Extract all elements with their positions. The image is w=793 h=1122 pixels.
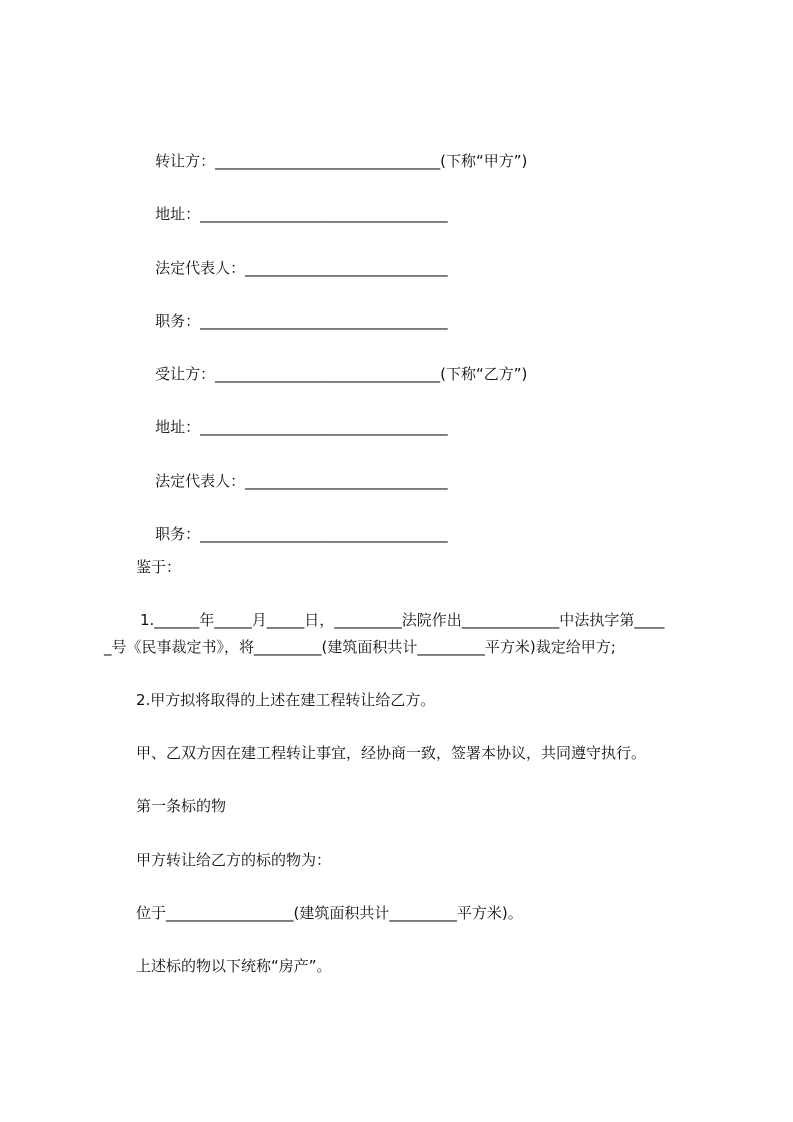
transferee-title-blank: _________________________________ bbox=[200, 525, 448, 543]
agreement-text: 甲、乙双方因在建工程转让事宜，经协商一致，签署本协议，共同遵守执行。 bbox=[136, 744, 647, 762]
transferor-title-label: 职务： bbox=[155, 312, 201, 330]
transferee-rep-line bbox=[136, 451, 448, 511]
article1-intro: 甲方转让给乙方的标的物为： bbox=[136, 851, 332, 869]
transferee-label: 受让方： bbox=[155, 365, 216, 383]
item1-line1: 1.______年_____月_____日，_________法院作出_____________中法执字第____ bbox=[140, 611, 665, 629]
transferee-title-label: 职务： bbox=[155, 525, 201, 543]
article1-note: 上述标的物以下统称“房产”。 bbox=[136, 957, 332, 975]
transferee-suffix: (下称“乙方”) bbox=[440, 365, 528, 383]
whereas-heading: 鉴于： bbox=[136, 558, 182, 576]
item2: 2.甲方拟将取得的上述在建工程转让给乙方。 bbox=[136, 691, 436, 709]
article1-title: 第一条标的物 bbox=[136, 797, 227, 815]
transferor-rep-line bbox=[136, 238, 448, 298]
transferor-label: 转让方： bbox=[155, 152, 216, 170]
transferor-address-blank: _________________________________ bbox=[200, 205, 448, 223]
transferor-address-label: 地址： bbox=[155, 205, 201, 223]
item1-line2: _号《民事裁定书》，将_________(建筑面积共计_________平方米)裁定给甲方; bbox=[104, 638, 616, 656]
transferee-blank: ______________________________ bbox=[215, 365, 441, 383]
transferor-line bbox=[136, 131, 527, 191]
transferee-address-blank: _________________________________ bbox=[200, 418, 448, 436]
article1-location: 位于_________________(建筑面积共计_________平方米)。 bbox=[136, 904, 523, 922]
transferor-title-blank: _________________________________ bbox=[200, 312, 448, 330]
transferee-rep-label: 法定代表人： bbox=[155, 472, 246, 490]
transferor-rep-label: 法定代表人： bbox=[155, 259, 246, 277]
transferee-address-label: 地址： bbox=[155, 418, 201, 436]
transferee-title-line bbox=[136, 504, 448, 564]
transferor-title-line bbox=[136, 291, 448, 351]
transferor-address-line bbox=[136, 184, 448, 244]
transferee-line bbox=[136, 344, 527, 404]
transferor-suffix: (下称“甲方”) bbox=[440, 152, 528, 170]
transferee-address-line bbox=[136, 397, 448, 457]
transferor-rep-blank: ___________________________ bbox=[245, 259, 448, 277]
transferee-rep-blank: ___________________________ bbox=[245, 472, 448, 490]
transferor-blank: ______________________________ bbox=[215, 152, 441, 170]
